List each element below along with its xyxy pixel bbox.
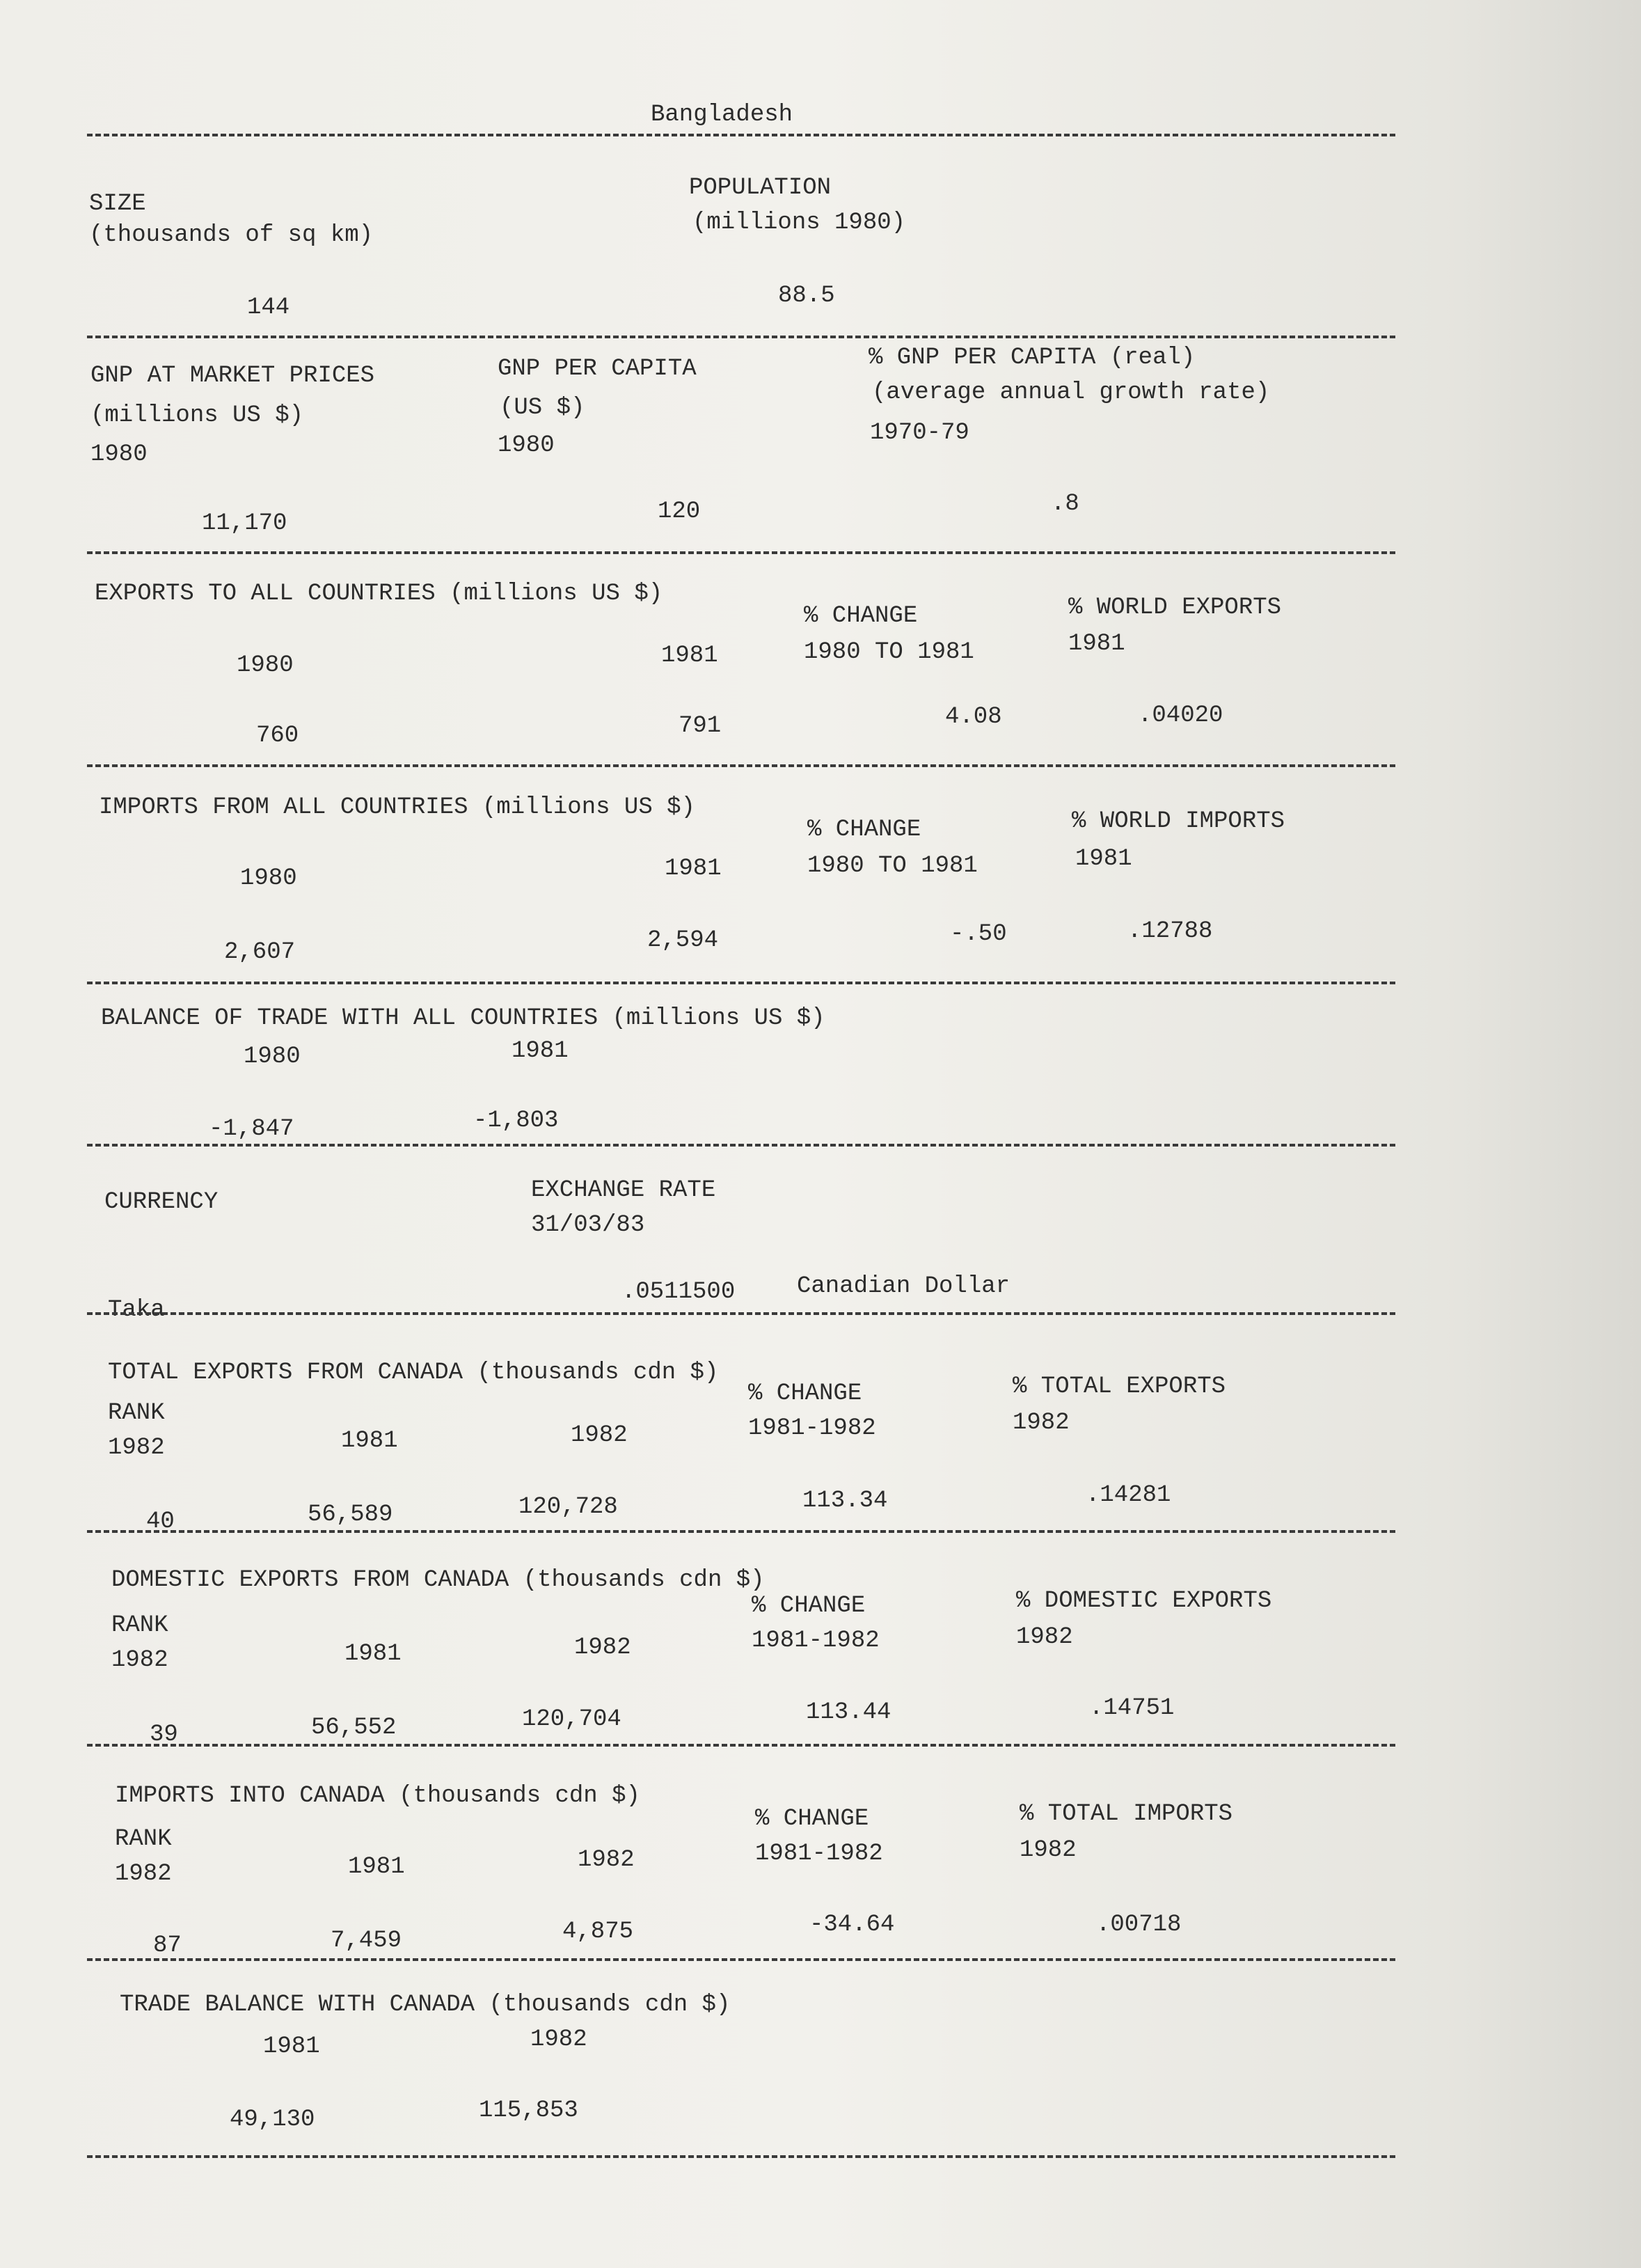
balance-all-year-1: 1980 bbox=[244, 1044, 301, 1070]
divider bbox=[87, 1958, 1395, 1961]
exports-value-1: 760 bbox=[256, 723, 299, 749]
size-label: SIZE bbox=[89, 191, 146, 217]
imports-change-period: 1980 TO 1981 bbox=[807, 853, 978, 879]
domestic-exports-value-1: 56,552 bbox=[311, 1715, 397, 1741]
exports-world-year: 1981 bbox=[1068, 631, 1125, 657]
total-exports-pct-year: 1982 bbox=[1013, 1410, 1070, 1436]
divider bbox=[87, 134, 1395, 136]
page-title: Bangladesh bbox=[651, 102, 793, 128]
balance-canada-value-2: 115,853 bbox=[479, 2097, 578, 2124]
total-exports-rank: 40 bbox=[146, 1509, 175, 1535]
gnp-market-value: 11,170 bbox=[202, 510, 287, 537]
domestic-exports-rank-year: 1982 bbox=[111, 1647, 168, 1674]
total-exports-pct-label: % TOTAL EXPORTS bbox=[1013, 1373, 1226, 1400]
divider bbox=[87, 1744, 1395, 1747]
exports-year-1: 1980 bbox=[237, 652, 294, 679]
imports-all-header: IMPORTS FROM ALL COUNTRIES (millions US $) bbox=[99, 794, 695, 821]
exports-world-label: % WORLD EXPORTS bbox=[1068, 594, 1282, 621]
domestic-exports-change-period: 1981-1982 bbox=[752, 1628, 880, 1654]
imports-canada-rank-label: RANK bbox=[115, 1826, 172, 1852]
divider bbox=[87, 2155, 1395, 2158]
domestic-exports-year-1: 1981 bbox=[344, 1641, 402, 1667]
balance-all-header: BALANCE OF TRADE WITH ALL COUNTRIES (millions US $) bbox=[101, 1005, 825, 1032]
total-exports-value-2: 120,728 bbox=[518, 1494, 618, 1520]
imports-change-label: % CHANGE bbox=[807, 817, 921, 843]
divider bbox=[87, 551, 1395, 554]
gnp-market-year: 1980 bbox=[90, 441, 148, 468]
domestic-exports-pct-year: 1982 bbox=[1016, 1624, 1073, 1651]
gnp-capita-unit: (US $) bbox=[500, 395, 585, 421]
imports-canada-rank: 87 bbox=[153, 1932, 182, 1959]
balance-canada-year-2: 1982 bbox=[530, 2026, 587, 2053]
imports-world-value: .12788 bbox=[1127, 918, 1213, 945]
domestic-exports-change-label: % CHANGE bbox=[752, 1593, 866, 1619]
imports-world-label: % WORLD IMPORTS bbox=[1072, 808, 1285, 835]
divider bbox=[87, 336, 1395, 338]
gnp-capita-value: 120 bbox=[658, 498, 701, 525]
total-exports-rank-year: 1982 bbox=[108, 1435, 165, 1461]
imports-world-year: 1981 bbox=[1075, 846, 1132, 872]
imports-canada-pct-value: .00718 bbox=[1096, 1912, 1182, 1938]
size-unit: (thousands of sq km) bbox=[89, 222, 374, 249]
gnp-capita-label: GNP PER CAPITA bbox=[498, 356, 697, 382]
divider bbox=[87, 1530, 1395, 1533]
imports-canada-change-value: -34.64 bbox=[809, 1912, 895, 1938]
imports-canada-year-1: 1981 bbox=[348, 1854, 405, 1880]
imports-canada-value-2: 4,875 bbox=[562, 1919, 634, 1945]
gnp-capita-year: 1980 bbox=[498, 432, 555, 459]
total-exports-header: TOTAL EXPORTS FROM CANADA (thousands cdn $) bbox=[108, 1360, 719, 1386]
exports-world-value: .04020 bbox=[1138, 702, 1223, 729]
exchange-rate-value: .0511500 bbox=[621, 1279, 736, 1305]
total-exports-year-2: 1982 bbox=[571, 1422, 628, 1449]
domestic-exports-pct-value: .14751 bbox=[1089, 1695, 1175, 1722]
exports-change-period: 1980 TO 1981 bbox=[804, 639, 974, 666]
currency-name: Taka bbox=[108, 1297, 165, 1323]
exchange-rate-label: EXCHANGE RATE bbox=[531, 1177, 716, 1204]
balance-canada-year-1: 1981 bbox=[263, 2033, 320, 2060]
balance-all-value-1: -1,847 bbox=[209, 1116, 294, 1142]
imports-change-value: -.50 bbox=[950, 921, 1007, 947]
imports-canada-change-label: % CHANGE bbox=[755, 1806, 869, 1832]
total-exports-change-value: 113.34 bbox=[802, 1488, 888, 1514]
population-value: 88.5 bbox=[778, 283, 835, 309]
population-label: POPULATION bbox=[689, 175, 832, 201]
imports-value-1: 2,607 bbox=[224, 939, 296, 966]
total-exports-rank-label: RANK bbox=[108, 1400, 165, 1426]
imports-canada-year-2: 1982 bbox=[578, 1847, 635, 1873]
divider bbox=[87, 1144, 1395, 1147]
domestic-exports-pct-label: % DOMESTIC EXPORTS bbox=[1016, 1588, 1272, 1614]
exchange-rate-date: 31/03/83 bbox=[531, 1212, 645, 1238]
balance-all-year-2: 1981 bbox=[512, 1038, 569, 1064]
imports-canada-pct-label: % TOTAL IMPORTS bbox=[1020, 1801, 1233, 1827]
gnp-growth-unit: (average annual growth rate) bbox=[872, 379, 1270, 406]
population-unit: (millions 1980) bbox=[692, 210, 906, 236]
exchange-rate-unit: Canadian Dollar bbox=[797, 1273, 1010, 1300]
total-exports-change-label: % CHANGE bbox=[748, 1380, 862, 1407]
total-exports-year-1: 1981 bbox=[341, 1428, 398, 1454]
gnp-market-unit: (millions US $) bbox=[90, 402, 304, 429]
divider bbox=[87, 764, 1395, 767]
total-exports-change-period: 1981-1982 bbox=[748, 1415, 876, 1442]
exports-all-header: EXPORTS TO ALL COUNTRIES (millions US $) bbox=[95, 581, 663, 607]
imports-value-2: 2,594 bbox=[647, 927, 719, 954]
domestic-exports-rank-label: RANK bbox=[111, 1612, 168, 1639]
size-value: 144 bbox=[247, 294, 290, 321]
imports-year-2: 1981 bbox=[665, 856, 722, 882]
exports-year-2: 1981 bbox=[661, 643, 718, 669]
imports-canada-pct-year: 1982 bbox=[1020, 1837, 1077, 1864]
gnp-market-label: GNP AT MARKET PRICES bbox=[90, 363, 375, 389]
domestic-exports-rank: 39 bbox=[150, 1722, 178, 1748]
divider bbox=[87, 1312, 1395, 1315]
domestic-exports-year-2: 1982 bbox=[574, 1635, 631, 1661]
domestic-exports-value-2: 120,704 bbox=[522, 1706, 621, 1733]
exports-value-2: 791 bbox=[679, 713, 722, 739]
divider bbox=[87, 982, 1395, 984]
balance-canada-header: TRADE BALANCE WITH CANADA (thousands cdn $) bbox=[120, 1992, 731, 2018]
gnp-growth-period: 1970-79 bbox=[870, 420, 969, 446]
gnp-growth-value: .8 bbox=[1051, 491, 1079, 517]
imports-canada-header: IMPORTS INTO CANADA (thousands cdn $) bbox=[115, 1783, 640, 1809]
balance-all-value-2: -1,803 bbox=[473, 1108, 559, 1134]
imports-canada-change-period: 1981-1982 bbox=[755, 1841, 883, 1867]
total-exports-value-1: 56,589 bbox=[308, 1502, 393, 1528]
balance-canada-value-1: 49,130 bbox=[230, 2106, 315, 2133]
imports-year-1: 1980 bbox=[240, 865, 297, 892]
gnp-growth-label: % GNP PER CAPITA (real) bbox=[869, 345, 1196, 371]
imports-canada-rank-year: 1982 bbox=[115, 1861, 172, 1887]
imports-canada-value-1: 7,459 bbox=[331, 1928, 402, 1954]
domestic-exports-header: DOMESTIC EXPORTS FROM CANADA (thousands cdn $) bbox=[111, 1567, 765, 1593]
exports-change-value: 4.08 bbox=[945, 704, 1002, 730]
currency-label: CURRENCY bbox=[104, 1189, 219, 1215]
domestic-exports-change-value: 113.44 bbox=[806, 1699, 891, 1726]
total-exports-pct-value: .14281 bbox=[1086, 1482, 1171, 1509]
exports-change-label: % CHANGE bbox=[804, 603, 918, 629]
